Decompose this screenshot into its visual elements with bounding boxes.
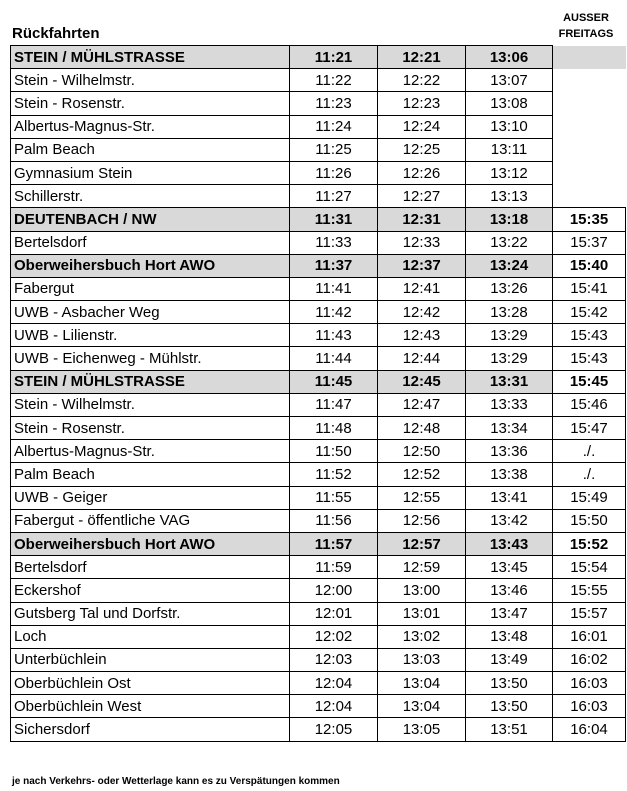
stop-name: Palm Beach [11, 138, 290, 161]
departure-time: 12:47 [378, 393, 466, 416]
timetable [10, 45, 626, 742]
departure-time-ausser-freitags: 15:54 [553, 556, 626, 579]
departure-time-ausser-freitags: 15:35 [553, 208, 626, 231]
table-row [11, 92, 626, 115]
stop-name: Oberbüchlein Ost [11, 672, 290, 695]
departure-time-ausser-freitags: 16:03 [553, 695, 626, 718]
departure-time: 13:06 [466, 46, 553, 69]
table-row [11, 277, 626, 300]
departure-time-ausser-freitags [553, 115, 626, 138]
departure-time-ausser-freitags: 15:40 [553, 254, 626, 277]
stop-name: Palm Beach [11, 463, 290, 486]
departure-time: 13:12 [466, 161, 553, 184]
table-row [11, 115, 626, 138]
stop-name: Oberbüchlein West [11, 695, 290, 718]
table-row [11, 347, 626, 370]
departure-time: 11:48 [290, 417, 378, 440]
departure-time: 11:33 [290, 231, 378, 254]
departure-time: 12:27 [378, 185, 466, 208]
departure-time: 11:22 [290, 69, 378, 92]
departure-time-ausser-freitags: 15:52 [553, 532, 626, 555]
footnote: je nach Verkehrs- oder Wetterlage kann es zu Verspätungen kommen [12, 776, 340, 787]
departure-time: 12:33 [378, 231, 466, 254]
departure-time-ausser-freitags [553, 161, 626, 184]
departure-time: 13:38 [466, 463, 553, 486]
departure-time: 12:04 [290, 672, 378, 695]
departure-time: 11:25 [290, 138, 378, 161]
departure-time: 13:33 [466, 393, 553, 416]
departure-time: 13:29 [466, 324, 553, 347]
table-row [11, 393, 626, 416]
departure-time: 13:03 [378, 648, 466, 671]
departure-time: 13:29 [466, 347, 553, 370]
extra-header-line-2: FREITAGS [558, 28, 614, 40]
departure-time: 11:37 [290, 254, 378, 277]
table-row [11, 695, 626, 718]
departure-time-ausser-freitags [553, 138, 626, 161]
stop-name: Bertelsdorf [11, 231, 290, 254]
departure-time: 12:55 [378, 486, 466, 509]
departure-time: 13:51 [466, 718, 553, 741]
table-row [11, 440, 626, 463]
departure-time: 13:46 [466, 579, 553, 602]
departure-time: 13:18 [466, 208, 553, 231]
stop-name: Gutsberg Tal und Dorfstr. [11, 602, 290, 625]
stop-name: Fabergut [11, 277, 290, 300]
stop-name: UWB - Asbacher Weg [11, 301, 290, 324]
departure-time-ausser-freitags: 15:37 [553, 231, 626, 254]
stop-name: Sichersdorf [11, 718, 290, 741]
departure-time-ausser-freitags: 15:47 [553, 417, 626, 440]
departure-time: 13:24 [466, 254, 553, 277]
page-title: Rückfahrten [12, 25, 100, 42]
departure-time: 12:02 [290, 625, 378, 648]
departure-time: 12:37 [378, 254, 466, 277]
departure-time: 12:22 [378, 69, 466, 92]
stop-name: DEUTENBACH / NW [11, 208, 290, 231]
departure-time-ausser-freitags: 15:45 [553, 370, 626, 393]
departure-time-ausser-freitags: 16:03 [553, 672, 626, 695]
stop-name: Bertelsdorf [11, 556, 290, 579]
departure-time-ausser-freitags: 16:04 [553, 718, 626, 741]
stop-name: Gymnasium Stein [11, 161, 290, 184]
stop-name: Oberweihersbuch Hort AWO [11, 254, 290, 277]
departure-time-ausser-freitags: 15:42 [553, 301, 626, 324]
stop-name: Fabergut - öffentliche VAG [11, 509, 290, 532]
table-row [11, 486, 626, 509]
departure-time: 12:42 [378, 301, 466, 324]
table-row [11, 579, 626, 602]
departure-time: 13:43 [466, 532, 553, 555]
departure-time: 13:28 [466, 301, 553, 324]
stop-name: Unterbüchlein [11, 648, 290, 671]
departure-time: 13:07 [466, 69, 553, 92]
table-row [11, 185, 626, 208]
departure-time: 12:25 [378, 138, 466, 161]
departure-time-ausser-freitags: 15:41 [553, 277, 626, 300]
departure-time: 13:47 [466, 602, 553, 625]
departure-time: 12:24 [378, 115, 466, 138]
departure-time: 13:48 [466, 625, 553, 648]
stop-name: UWB - Lilienstr. [11, 324, 290, 347]
stop-name: Loch [11, 625, 290, 648]
departure-time: 11:41 [290, 277, 378, 300]
departure-time: 11:55 [290, 486, 378, 509]
departure-time-ausser-freitags: 16:01 [553, 625, 626, 648]
departure-time: 12:52 [378, 463, 466, 486]
departure-time: 11:52 [290, 463, 378, 486]
table-row [11, 231, 626, 254]
departure-time: 12:59 [378, 556, 466, 579]
departure-time: 13:36 [466, 440, 553, 463]
stop-name: UWB - Geiger [11, 486, 290, 509]
departure-time-ausser-freitags [553, 185, 626, 208]
table-row [11, 602, 626, 625]
departure-time: 11:23 [290, 92, 378, 115]
departure-time: 13:22 [466, 231, 553, 254]
table-row [11, 672, 626, 695]
departure-time-ausser-freitags: 15:49 [553, 486, 626, 509]
stop-name: Albertus-Magnus-Str. [11, 115, 290, 138]
departure-time: 11:26 [290, 161, 378, 184]
departure-time-ausser-freitags [553, 46, 626, 69]
departure-time-ausser-freitags: 15:57 [553, 602, 626, 625]
departure-time: 12:01 [290, 602, 378, 625]
table-row [11, 161, 626, 184]
stop-name: Stein - Rosenstr. [11, 417, 290, 440]
departure-time: 12:45 [378, 370, 466, 393]
departure-time: 12:00 [290, 579, 378, 602]
table-row [11, 625, 626, 648]
departure-time-ausser-freitags: 15:55 [553, 579, 626, 602]
departure-time: 12:48 [378, 417, 466, 440]
departure-time-ausser-freitags: ./. [553, 463, 626, 486]
table-row [11, 509, 626, 532]
departure-time: 13:08 [466, 92, 553, 115]
departure-time: 11:43 [290, 324, 378, 347]
departure-time: 13:42 [466, 509, 553, 532]
stop-name: Eckershof [11, 579, 290, 602]
departure-time: 13:49 [466, 648, 553, 671]
stop-name: UWB - Eichenweg - Mühlstr. [11, 347, 290, 370]
departure-time: 13:10 [466, 115, 553, 138]
departure-time: 11:45 [290, 370, 378, 393]
departure-time: 13:04 [378, 672, 466, 695]
departure-time-ausser-freitags: 15:43 [553, 324, 626, 347]
departure-time: 13:11 [466, 138, 553, 161]
departure-time: 13:01 [378, 602, 466, 625]
stop-name: Schillerstr. [11, 185, 290, 208]
departure-time: 11:56 [290, 509, 378, 532]
table-row [11, 556, 626, 579]
departure-time: 13:00 [378, 579, 466, 602]
departure-time: 13:04 [378, 695, 466, 718]
departure-time-ausser-freitags [553, 92, 626, 115]
departure-time: 12:50 [378, 440, 466, 463]
departure-time: 12:26 [378, 161, 466, 184]
table-row [11, 532, 626, 555]
table-row [11, 648, 626, 671]
table-row [11, 138, 626, 161]
departure-time: 12:21 [378, 46, 466, 69]
table-row [11, 718, 626, 741]
table-row [11, 370, 626, 393]
stop-name: Stein - Wilhelmstr. [11, 69, 290, 92]
table-row [11, 208, 626, 231]
stop-name: STEIN / MÜHLSTRASSE [11, 370, 290, 393]
departure-time: 11:31 [290, 208, 378, 231]
table-row [11, 46, 626, 69]
departure-time: 13:31 [466, 370, 553, 393]
departure-time: 12:44 [378, 347, 466, 370]
departure-time-ausser-freitags: ./. [553, 440, 626, 463]
departure-time: 11:42 [290, 301, 378, 324]
table-row [11, 301, 626, 324]
table-row [11, 324, 626, 347]
stop-name: STEIN / MÜHLSTRASSE [11, 46, 290, 69]
stop-name: Stein - Rosenstr. [11, 92, 290, 115]
departure-time: 13:05 [378, 718, 466, 741]
departure-time: 11:57 [290, 532, 378, 555]
stop-name: Albertus-Magnus-Str. [11, 440, 290, 463]
departure-time: 12:03 [290, 648, 378, 671]
departure-time: 12:04 [290, 695, 378, 718]
departure-time: 12:31 [378, 208, 466, 231]
departure-time: 11:59 [290, 556, 378, 579]
departure-time: 12:56 [378, 509, 466, 532]
departure-time: 13:50 [466, 695, 553, 718]
departure-time: 11:24 [290, 115, 378, 138]
departure-time-ausser-freitags: 16:02 [553, 648, 626, 671]
table-row [11, 463, 626, 486]
departure-time: 12:57 [378, 532, 466, 555]
table-row [11, 254, 626, 277]
departure-time: 13:02 [378, 625, 466, 648]
departure-time: 13:50 [466, 672, 553, 695]
departure-time-ausser-freitags [553, 69, 626, 92]
extra-header-line-1: AUSSER [563, 12, 609, 24]
departure-time: 13:34 [466, 417, 553, 440]
table-row [11, 69, 626, 92]
departure-time: 11:44 [290, 347, 378, 370]
departure-time: 13:41 [466, 486, 553, 509]
departure-time-ausser-freitags: 15:43 [553, 347, 626, 370]
departure-time: 11:50 [290, 440, 378, 463]
stop-name: Stein - Wilhelmstr. [11, 393, 290, 416]
departure-time: 12:23 [378, 92, 466, 115]
departure-time: 12:41 [378, 277, 466, 300]
departure-time: 11:27 [290, 185, 378, 208]
departure-time-ausser-freitags: 15:46 [553, 393, 626, 416]
departure-time: 11:21 [290, 46, 378, 69]
departure-time: 12:43 [378, 324, 466, 347]
departure-time: 13:26 [466, 277, 553, 300]
departure-time: 11:47 [290, 393, 378, 416]
departure-time-ausser-freitags: 15:50 [553, 509, 626, 532]
stop-name: Oberweihersbuch Hort AWO [11, 532, 290, 555]
departure-time: 12:05 [290, 718, 378, 741]
extra-column-header [548, 10, 624, 42]
departure-time: 13:13 [466, 185, 553, 208]
table-row [11, 417, 626, 440]
departure-time: 13:45 [466, 556, 553, 579]
